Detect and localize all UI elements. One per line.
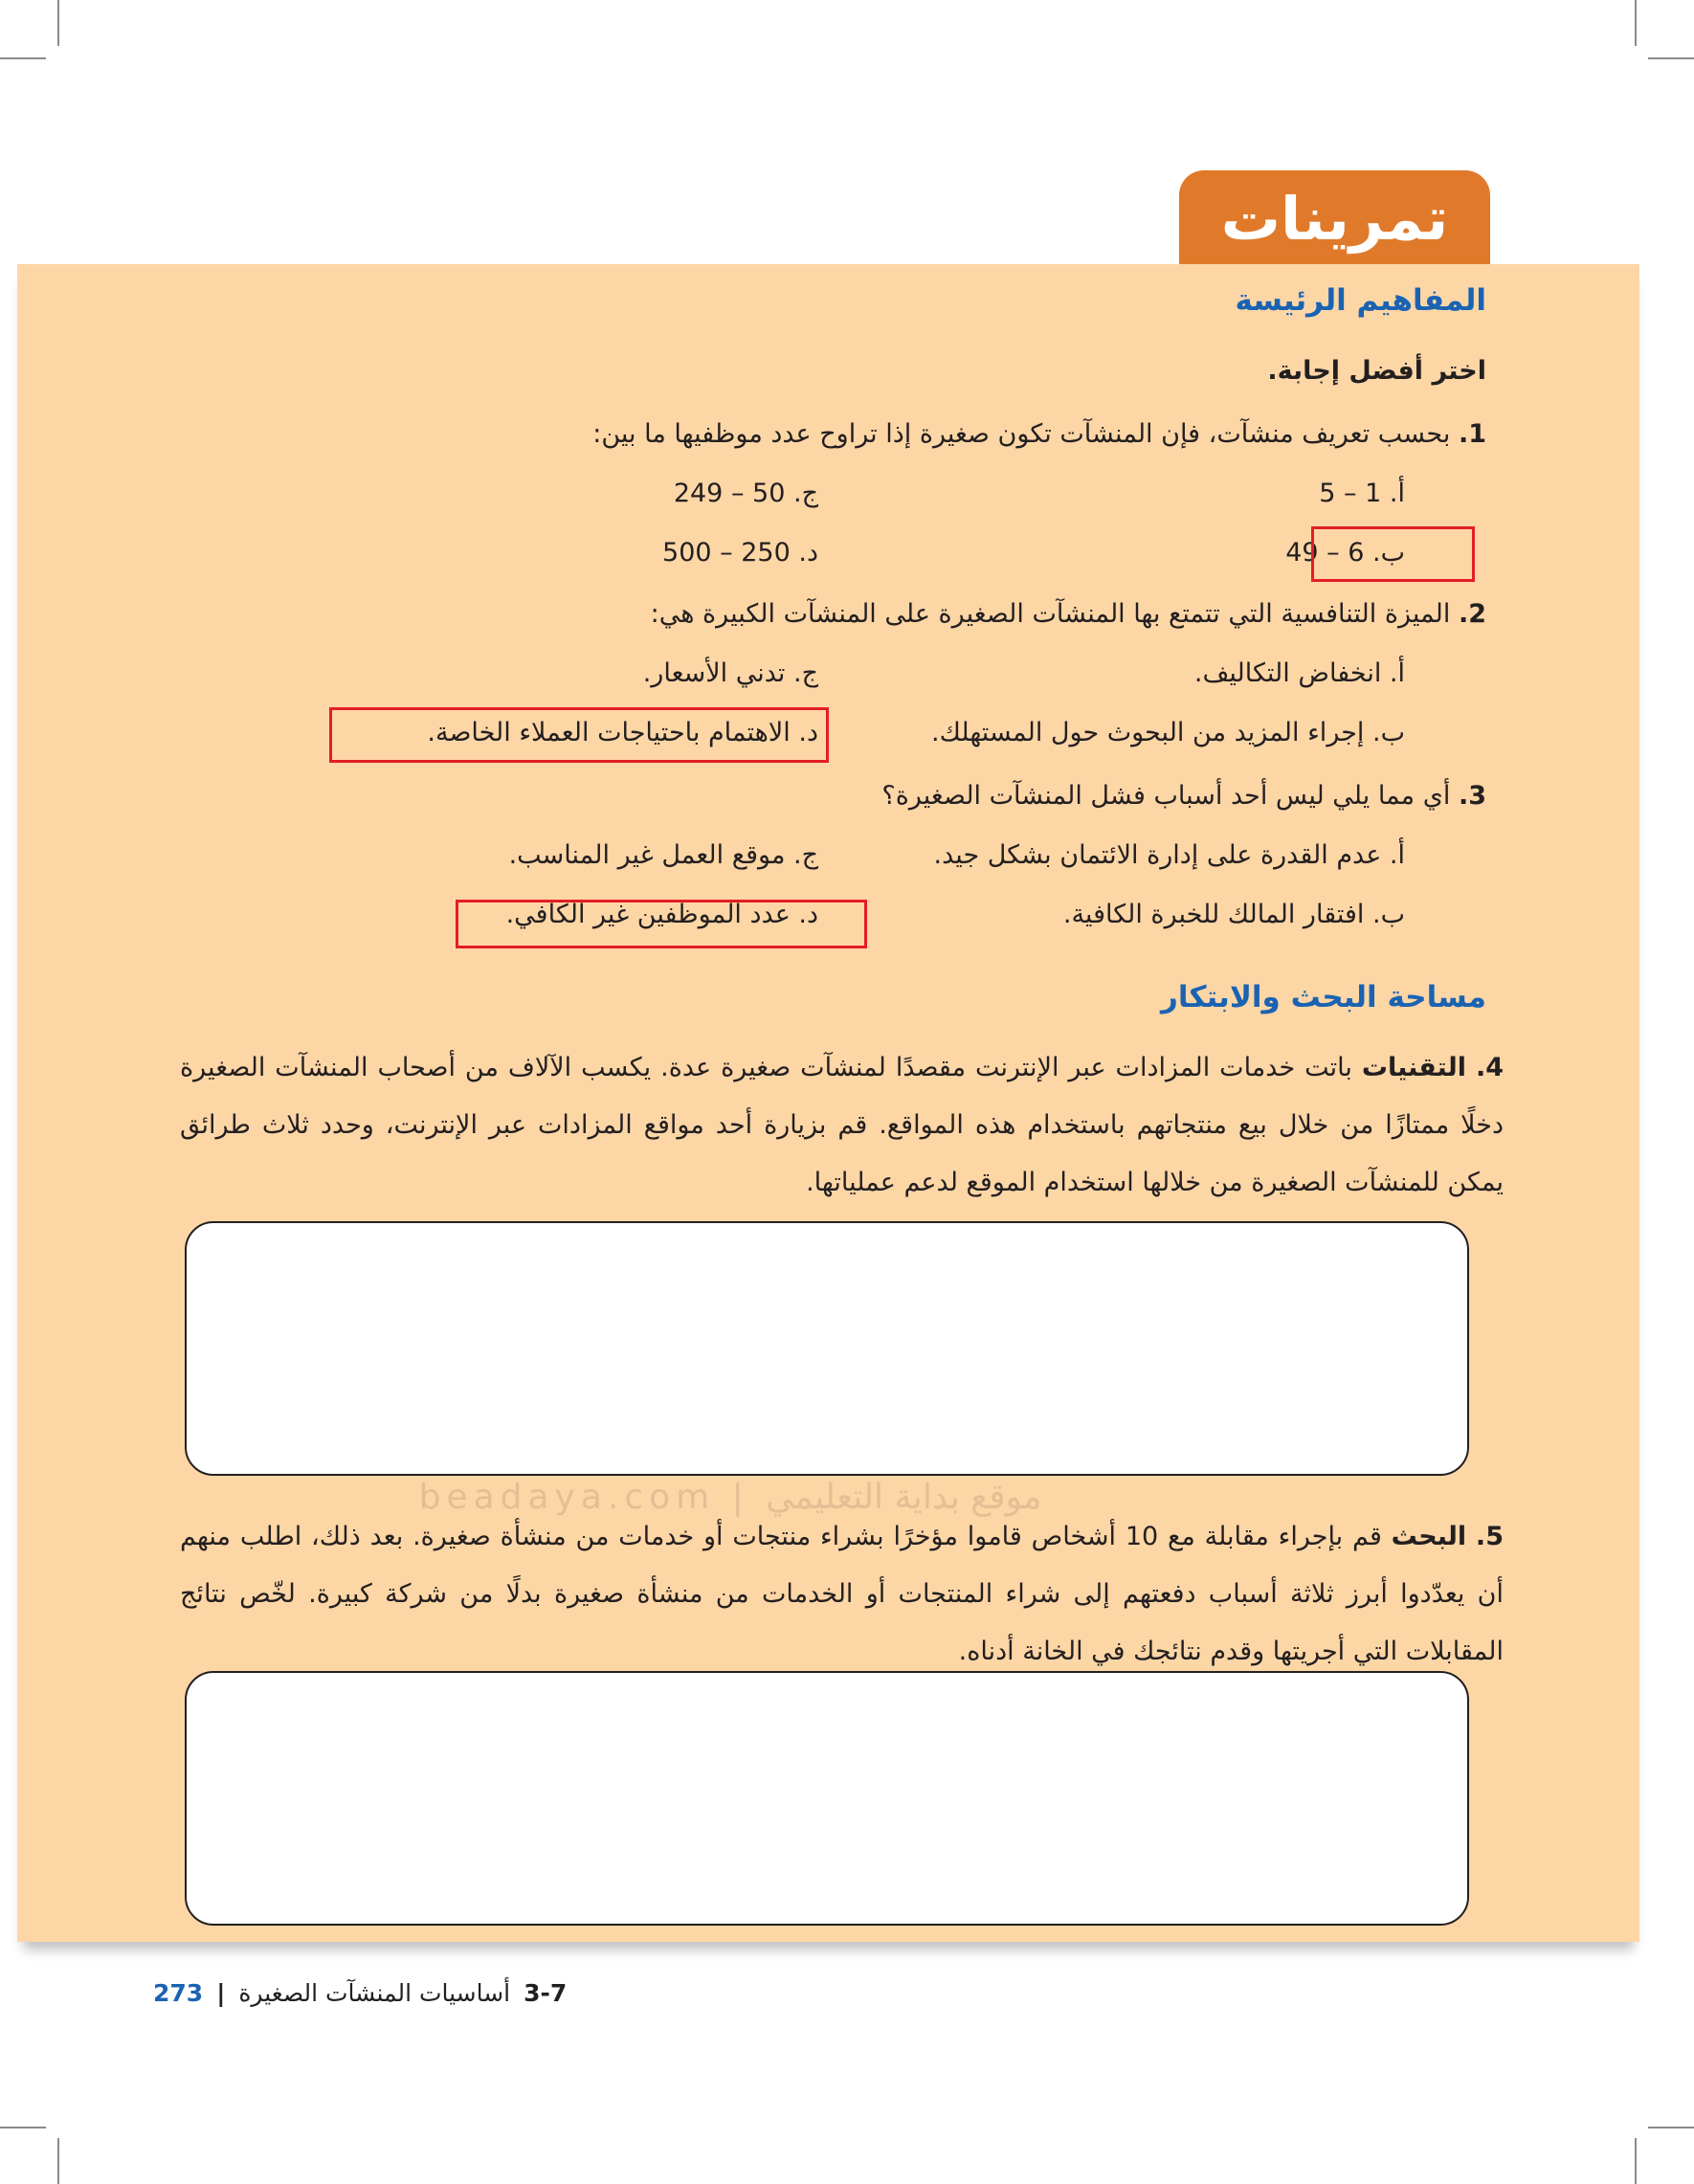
question-number: 3.: [1458, 781, 1486, 811]
question-lead: البحث: [1391, 1522, 1467, 1551]
q2-option-a: أ. انخفاض التكاليف.: [1193, 658, 1405, 688]
question-lead: التقنيات: [1361, 1053, 1466, 1082]
q3-option-d: د. عدد الموظفين غير الكافي.: [505, 900, 818, 929]
page-footer: [153, 1973, 567, 2012]
question-text: أي مما يلي ليس أحد أسباب فشل المنشآت الصغيرة؟: [881, 781, 1451, 811]
question-text: باتت خدمات المزادات عبر الإنترنت مقصدًا لمنشآت صغيرة عدة. يكسب الآلاف من أصحاب المنشآت الصغيرة دخلًا ممتازًا من خلال بيع منتجاتهم باستخدام هذه المواقع. قم بزيارة أحد مواقع المزادات عبر الإنترنت، وحدد ثلاث طرائق يمكن للمنشآت الصغيرة من خلالها استخدام الموقع لدعم عملياتها.: [180, 1053, 1504, 1197]
question-5: [180, 1508, 1504, 1681]
crop-mark: [1635, 2138, 1637, 2184]
q1-option-d: د. 250 – 500: [662, 538, 818, 568]
question-4: [180, 1039, 1504, 1212]
q1-option-c: ج. 50 – 249: [673, 479, 818, 508]
exercises-tab-title: تمرينات: [1179, 170, 1490, 266]
question-number: 1.: [1458, 419, 1486, 449]
crop-mark: [1648, 2127, 1694, 2128]
footer-section-number: 3-7: [524, 1978, 568, 2007]
q3-option-b: ب. افتقار المالك للخبرة الكافية.: [1062, 900, 1405, 929]
answer-highlight-q2: [329, 707, 829, 763]
crop-mark: [1635, 0, 1637, 46]
question-number: 5.: [1475, 1522, 1504, 1551]
section-title-key-concepts: المفاهيم الرئيسة: [1235, 283, 1486, 318]
q3-option-c: ج. موقع العمل غير المناسب.: [508, 840, 818, 870]
question-text: الميزة التنافسية التي تتمتع بها المنشآت الصغيرة على المنشآت الكبيرة هي:: [650, 599, 1451, 629]
q3-option-a: أ. عدم القدرة على إدارة الائتمان بشكل جيد.: [933, 840, 1405, 870]
q2-option-d: د. الاهتمام باحتياجات العملاء الخاصة.: [427, 718, 818, 747]
q1-option-a: أ. 1 – 5: [1319, 479, 1405, 508]
watermark-url: beadaya.com | موقع بداية التعليمي: [418, 1478, 1042, 1517]
question-number: 4.: [1475, 1053, 1504, 1082]
crop-mark: [0, 2127, 46, 2128]
page-number: 273: [153, 1978, 204, 2007]
q2-option-c: ج. تدني الأسعار.: [642, 658, 818, 688]
question-text: بحسب تعريف منشآت، فإن المنشآت تكون صغيرة إذا تراوح عدد موظفيها ما بين:: [592, 419, 1451, 449]
crop-mark: [0, 57, 46, 59]
instruction: اختر أفضل إجابة.: [1267, 356, 1486, 386]
question-number: 2.: [1458, 599, 1486, 629]
crop-mark: [1648, 57, 1694, 59]
answer-highlight-q3: [456, 900, 867, 948]
answer-box-q5[interactable]: [185, 1671, 1469, 1926]
question-text: قم بإجراء مقابلة مع 10 أشخاص قاموا مؤخرًا بشراء منتجات أو خدمات من منشأة صغيرة. بعد ذلك، اطلب منهم أن يعدّدوا أبرز ثلاثة أسباب دفعتهم إلى شراء المنتجات أو الخدمات من منشأة صغيرة بدلًا من شركة كبيرة. لخّص نتائج المقابلات التي أجريتها وقدم نتائجك في الخانة أدناه.: [180, 1522, 1504, 1666]
q2-option-b: ب. إجراء المزيد من البحوث حول المستهلك.: [931, 718, 1405, 747]
q1-option-b: ب. 6 – 49: [1285, 538, 1405, 568]
section-title-research-innovation: مساحة البحث والابتكار: [1161, 980, 1486, 1014]
question-1: [592, 415, 1486, 454]
footer-separator: |: [216, 1978, 226, 2007]
answer-highlight-q1: [1311, 526, 1475, 582]
crop-mark: [57, 0, 59, 46]
question-2: [651, 595, 1486, 634]
answer-box-q4[interactable]: [185, 1221, 1469, 1476]
question-3: [881, 777, 1486, 815]
exercises-panel: [17, 264, 1639, 1942]
footer-section-title: أساسيات المنشآت الصغيرة: [238, 1978, 511, 2007]
crop-mark: [57, 2138, 59, 2184]
